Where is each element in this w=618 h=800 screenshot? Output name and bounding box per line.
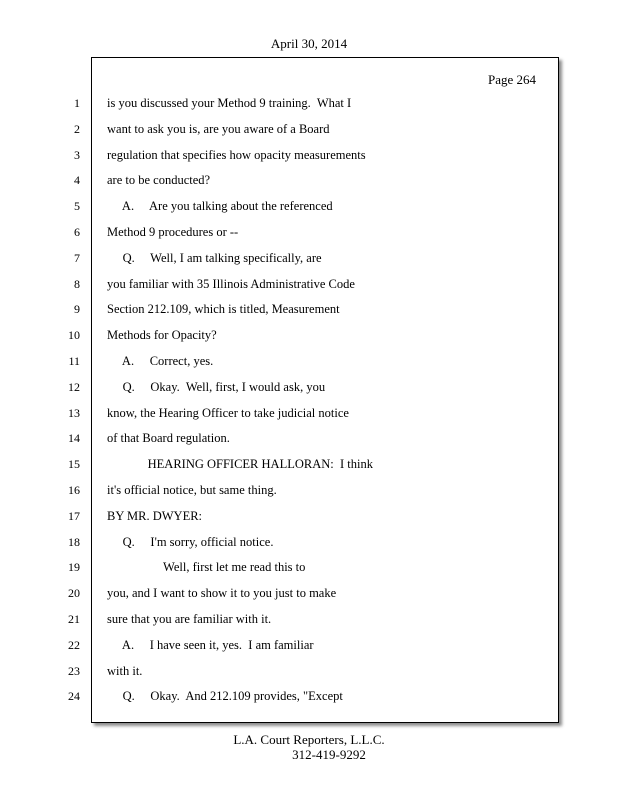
line-text: know, the Hearing Officer to take judicial notice — [107, 406, 349, 420]
line-text: Q. Okay. And 212.109 provides, "Except — [107, 689, 343, 703]
line-text: it's official notice, but same thing. — [107, 483, 277, 497]
line-number: 9 — [74, 302, 80, 316]
line-number: 20 — [68, 586, 80, 600]
line-number: 14 — [68, 431, 80, 445]
line-number: 18 — [68, 535, 80, 549]
line-text: BY MR. DWYER: — [107, 509, 203, 523]
line-number: 16 — [68, 483, 80, 497]
line-number: 1 — [74, 96, 80, 110]
line-text: Method 9 procedures or -- — [107, 225, 239, 239]
line-text: A. Are you talking about the referenced — [107, 199, 333, 213]
footer — [0, 732, 618, 762]
line-text: HEARING OFFICER HALLORAN: I think — [107, 457, 373, 471]
line-text: want to ask you is, are you aware of a Board — [107, 122, 330, 136]
line-number: 22 — [68, 638, 80, 652]
line-number: 21 — [68, 612, 80, 626]
line-number: 24 — [68, 689, 80, 703]
line-number: 15 — [68, 457, 80, 471]
page-number: Page 264 — [487, 72, 536, 87]
line-text: with it. — [107, 664, 143, 678]
line-text: of that Board regulation. — [107, 431, 230, 445]
line-text: Q. I'm sorry, official notice. — [107, 535, 274, 549]
line-text: Q. Well, I am talking specifically, are — [107, 251, 322, 265]
line-text: A. I have seen it, yes. I am familiar — [107, 638, 314, 652]
line-text: Q. Okay. Well, first, I would ask, you — [107, 380, 326, 394]
line-text: you familiar with 35 Illinois Administrative Code — [107, 277, 355, 291]
header-date: April 30, 2014 — [270, 36, 348, 51]
line-number: 5 — [74, 199, 80, 213]
line-number: 13 — [68, 406, 80, 420]
footer-phone: 312-419-9292 — [292, 747, 366, 762]
line-number: 17 — [68, 509, 80, 523]
line-number: 23 — [68, 664, 80, 678]
line-number: 12 — [68, 380, 80, 394]
line-number: 19 — [68, 560, 80, 574]
line-text: is you discussed your Method 9 training. What I — [107, 96, 352, 110]
line-text: A. Correct, yes. — [107, 354, 214, 368]
footer-company: L.A. Court Reporters, L.L.C. — [233, 732, 385, 747]
line-text: sure that you are familiar with it. — [107, 612, 272, 626]
line-text: you, and I want to show it to you just to make — [107, 586, 337, 600]
line-number: 8 — [74, 277, 80, 291]
line-number: 6 — [74, 225, 80, 239]
line-number: 10 — [68, 328, 80, 342]
line-text: Methods for Opacity? — [107, 328, 217, 342]
line-text: are to be conducted? — [107, 173, 211, 187]
line-text: Section 212.109, which is titled, Measurement — [107, 302, 340, 316]
line-number: 11 — [68, 354, 80, 368]
line-text: regulation that specifies how opacity measurements — [107, 148, 366, 162]
line-number: 3 — [74, 148, 80, 162]
line-number: 7 — [74, 251, 80, 265]
line-number: 2 — [74, 122, 80, 136]
line-number: 4 — [74, 173, 80, 187]
line-text: Well, first let me read this to — [107, 560, 306, 574]
